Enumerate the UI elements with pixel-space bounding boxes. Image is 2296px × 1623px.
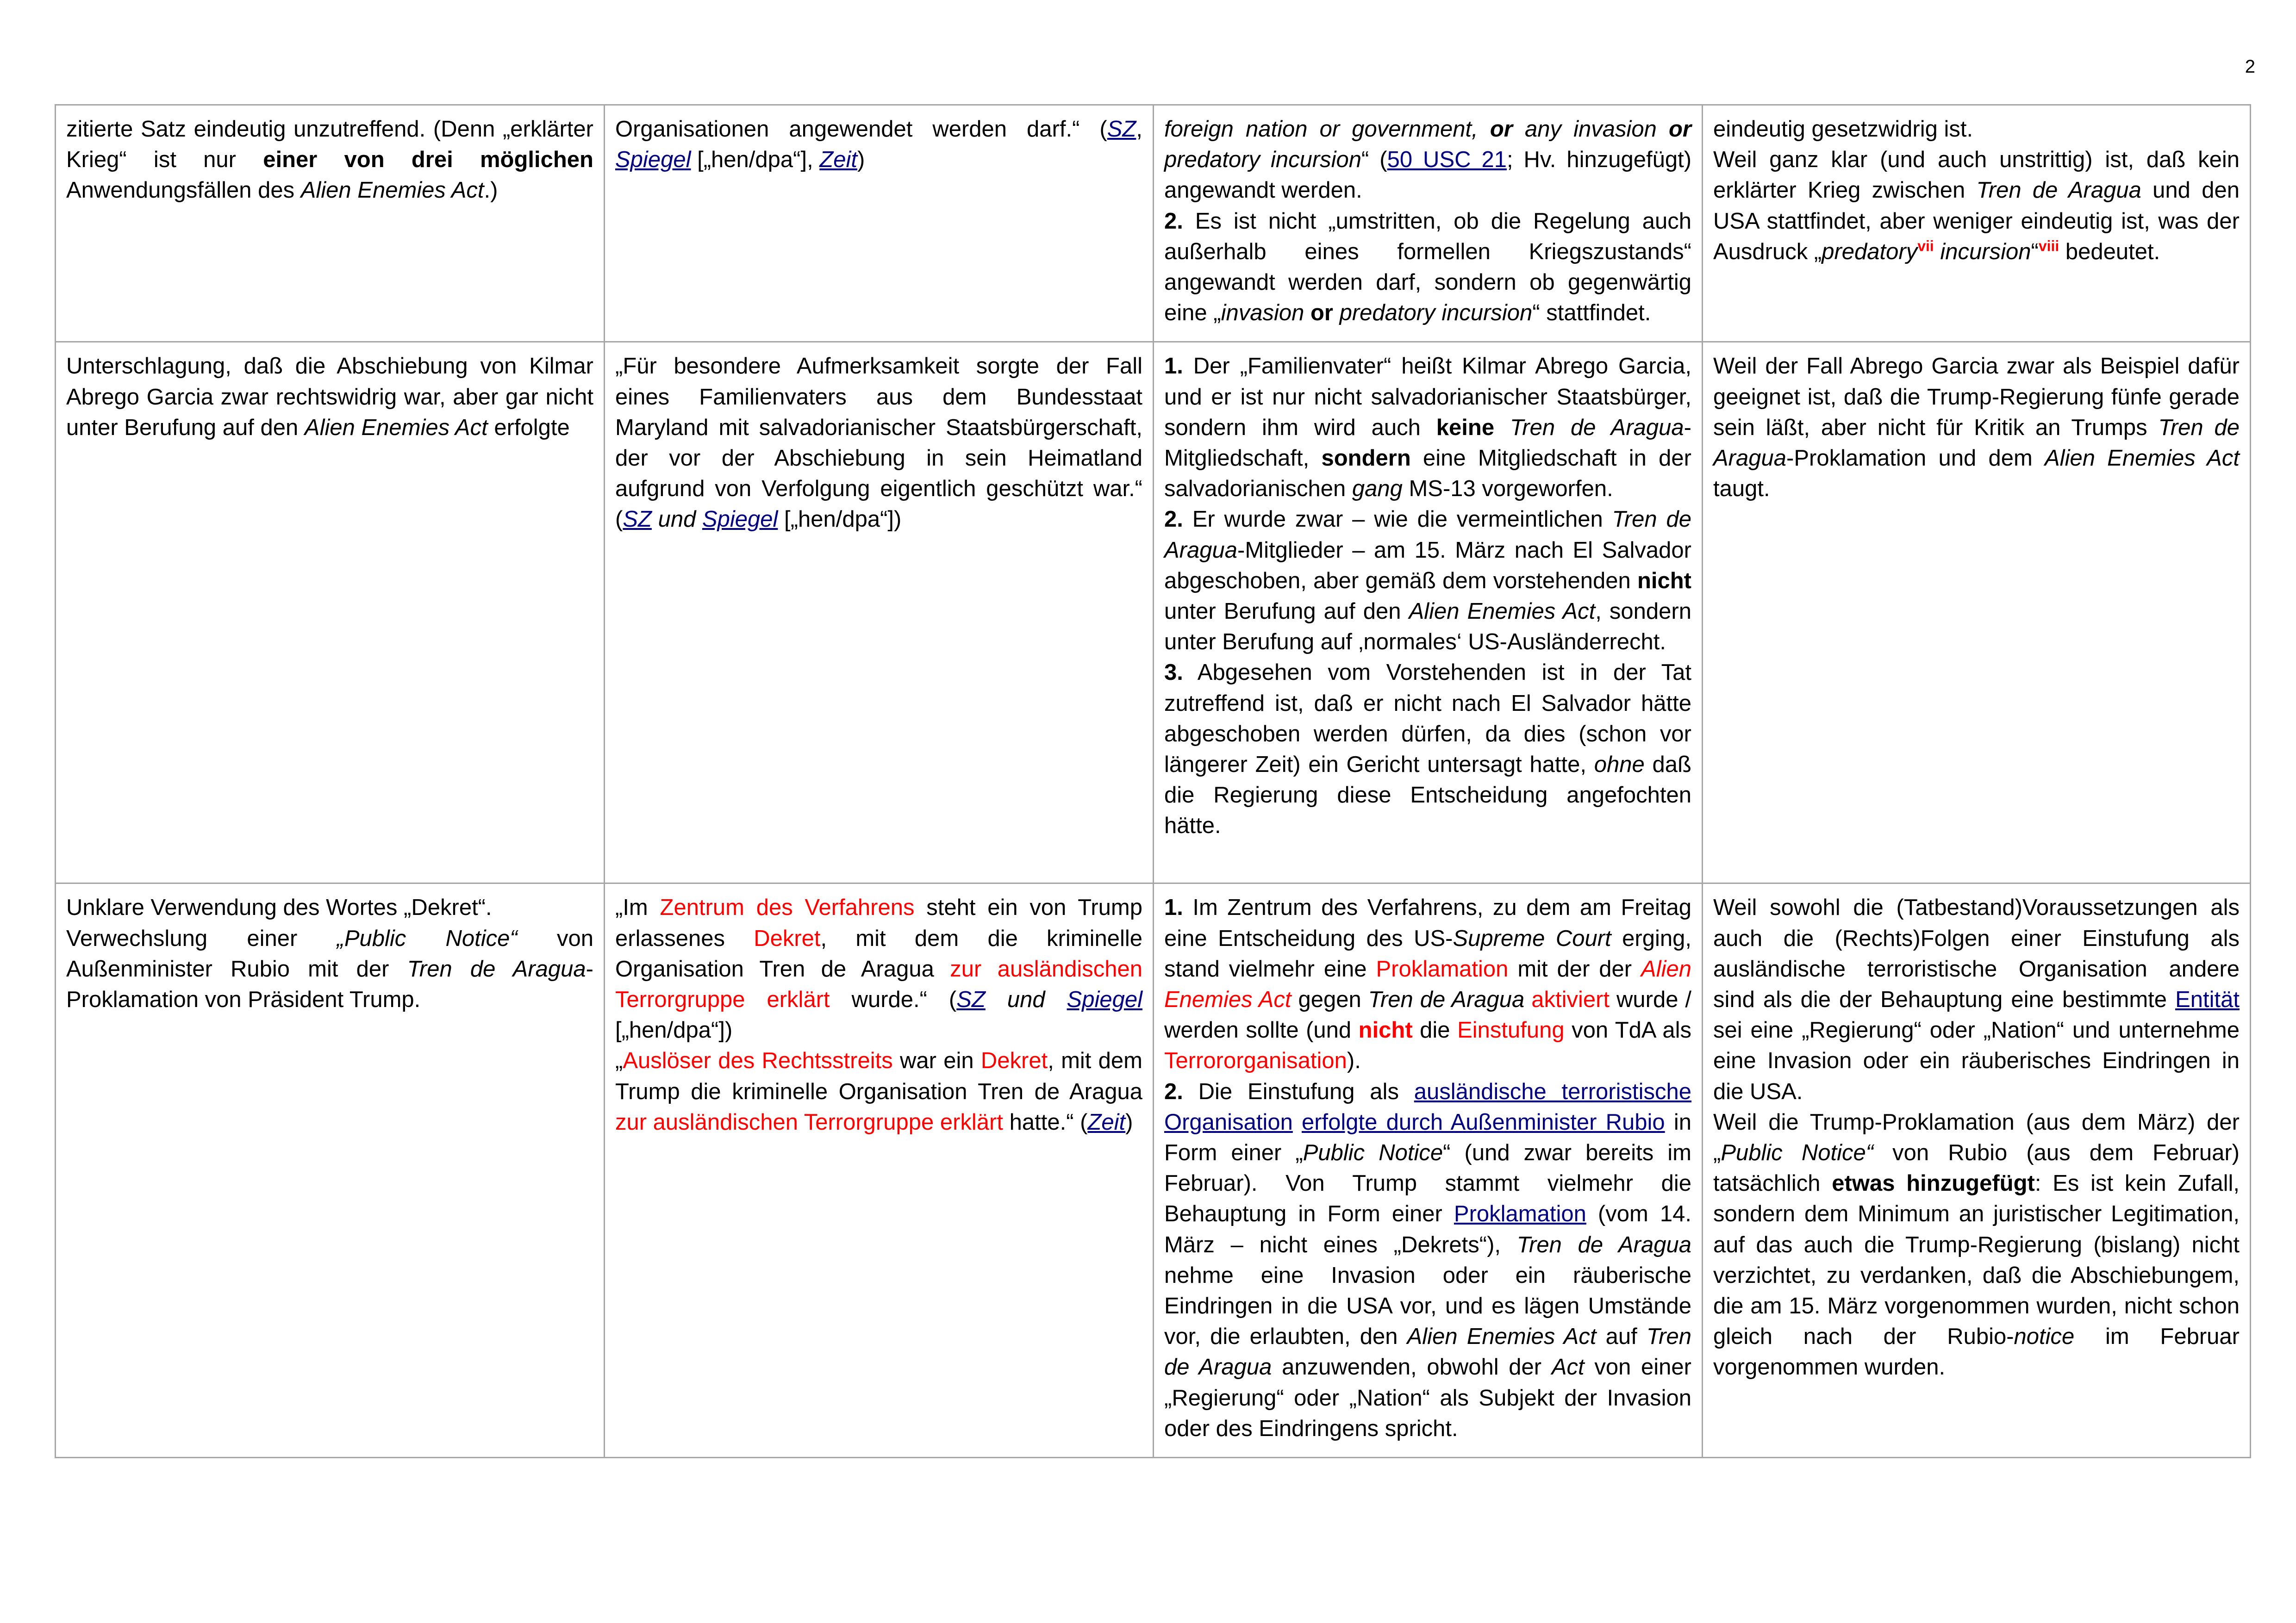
cell-reason [1703,342,2251,883]
text-run: gang [1352,476,1403,502]
cell-reason [1703,105,2251,342]
text-run: “ [2031,239,2039,264]
text-run: or [1490,117,1513,142]
text-run: [„hen/dpa“]) [615,1018,733,1043]
text-run: die [1412,1018,1458,1043]
text-run: “ ( [1361,147,1387,173]
text-run: erfolgte [487,415,570,440]
source-link[interactable]: Zeit [819,147,857,173]
text-run: Tren de Aragua [407,956,586,982]
text-run: Terrororganisation [1164,1048,1347,1074]
text-run: Public Notice“ [1721,1140,1874,1166]
text-run: in Form einer „ [1164,1109,1691,1166]
text-run: 2. [1164,1079,1183,1104]
table-row [56,883,2251,1458]
text-run: Im Zentrum des Verfahrens, zu dem am Freitag eine Entscheidung des US- [1164,895,1691,951]
text-run: gegen [1291,987,1368,1013]
footnote-marker: vii [1917,237,1934,255]
cell-quote [605,342,1154,883]
text-run: Alien Enemies Act [1164,956,1692,1013]
source-link[interactable]: SZ [623,507,652,532]
text-run: , mit dem die kriminelle Organisation Tren de Aragua [615,926,1142,982]
footnote-marker: viii [2038,237,2059,255]
text-run: sei eine „Regierung“ oder „Nation“ und unternehme eine Invasion oder ein räuberisches Eindringen in die USA. [1713,1018,2240,1104]
text-run: und den USA stattfindet, aber weniger eindeutig ist, was der Ausdruck „ [1713,178,2240,264]
source-link[interactable]: SZ [1107,117,1136,142]
text-run: steht ein von Trump erlassenes [615,895,1142,951]
text-run: bedeutet. [2059,239,2160,264]
text-run: foreign nation or government, [1164,117,1490,142]
text-run: Tren de Aragua [1368,987,1525,1013]
text-run: Alien Enemies Act [1409,599,1596,624]
text-run: erging, stand vielmehr eine [1164,926,1691,982]
text-run: Dekret [754,926,821,951]
text-run: [„hen/dpa“], [691,147,820,173]
text-run: unter Berufung auf den [1164,599,1409,624]
text-run: zur ausländischen Terrorgruppe erklärt [615,956,1142,1013]
text-run: Supreme Court [1453,926,1611,951]
text-run: predatory [1822,239,1918,264]
source-link[interactable]: Entität [2175,987,2240,1013]
text-run: .) [484,178,498,203]
text-run: war ein [892,1048,981,1074]
text-run: Weil der Fall Abrego Garcia zwar als Beispiel dafür geeignet ist, daß die Trump-Regierung fünfe gerade sein läßt, aber nicht für Kritik an Trumps [1713,354,2240,440]
text-run: Zentrum des Verfahrens [660,895,915,920]
text-run: Tren de Aragua [1164,507,1691,563]
text-run: Tren de Aragua [1976,178,2141,203]
text-run: „Für besondere Aufmerksamkeit sorgte der Fall eines Familienvaters aus dem Bundesstaat Maryland mit salvadorianischer Staatsbürgerschaft, der vor der Abschiebung in sein Heimatland aufgrund von Verfolgung eigentlich geschützt war.“ ( [615,354,1142,532]
text-run: von Außenminister Rubio mit der [66,926,593,982]
cell-criticism [56,105,605,342]
text-run: : Es ist kein Zufall, sondern dem Minimum an juristischer Legitimation, auf das auch die Trump-Regierung (bislang) nicht verzichtet, zu verdanken, daß die Abschiebungem, die am 15. März vorgenommen wurden, nicht schon gleich nach der Rubio- [1713,1171,2240,1349]
text-run: zur ausländischen Terrorgruppe erklärt [615,1109,1003,1135]
text-run: keine [1436,415,1495,440]
text-run: Weil sowohl die (Tatbestand)Voraussetzungen als auch die (Rechts)Folgen einer Einstufung als ausländische terroristische Organisation andere sind als die der Behauptung eine bestimmte [1713,895,2240,1013]
text-run: Unterschlagung, daß die Abschiebung von Kilmar Abrego Garcia zwar rechtswidrig war, aber gar nicht unter Berufung auf den [66,354,593,440]
text-run: Tren de Aragua [1713,415,2240,471]
text-run: or [1669,117,1691,142]
text-run: -Mitglieder – am 15. März nach El Salvador abgeschoben, aber gemäß dem vorstehenden [1164,537,1691,593]
text-run: Abgesehen vom Vorstehenden ist in der Tat zutreffend ist, daß er nicht nach El Salvador hätte abgeschoben werden dürfen, da dies (schon vor längerer Zeit) ein Gericht untersagt hatte, [1164,660,1691,777]
text-run [1524,987,1531,1012]
text-run: sondern [1321,446,1411,471]
text-run: Dekret [980,1048,1048,1074]
text-run: „Im [615,895,660,920]
text-run: Auslöser des Rechtsstreits [623,1048,893,1074]
text-run: im Februar vorgenommen wurden. [1713,1324,2240,1380]
text-run: eine Mitgliedschaft in der salvadorianischen [1164,446,1691,502]
cell-correction [1154,883,1703,1458]
text-run: auf [1596,1324,1647,1349]
text-run: ). [1347,1048,1361,1074]
text-run: Es ist nicht „umstritten, ob die Regelung auch außerhalb eines formellen Kriegszustands“ angewandt werden darf, sondern ob gegenwärtig eine „ [1164,208,1691,326]
text-run: Public Notice [1303,1140,1443,1166]
text-run: ) [1125,1109,1133,1135]
cell-correction [1154,342,1703,883]
text-run: Einstufung [1457,1018,1565,1043]
text-run: Er wurde zwar – wie die vermeintlichen [1183,507,1612,532]
text-run: von Rubio (aus dem Februar) tatsächlich [1713,1140,2240,1196]
text-run: 1. [1164,354,1183,379]
text-run: “ stattfindet. [1532,300,1651,326]
text-run: und [985,987,1067,1013]
source-link[interactable]: Zeit [1087,1109,1126,1135]
text-run: von einer „Regierung“ oder „Nation“ als Subjekt der Invasion oder des Eindringens spricht. [1164,1355,1691,1441]
text-run: ohne [1594,752,1645,777]
text-run: nicht [1637,568,1691,593]
text-run: nehme eine Invasion oder ein räuberische Eindringen in die USA vor, und es lägen Umstände vor, die erlaubten, den [1164,1262,1691,1349]
text-run: daß die Regierung diese Entscheidung angefochten hätte. [1164,752,1691,839]
text-run: wurde / werden sollte (und [1164,987,1691,1043]
text-run [1293,1110,1302,1135]
comparison-table [55,104,2251,1458]
text-run: predatory incursion [1339,300,1533,326]
text-run: any invasion [1512,117,1669,142]
text-run: von TdA als [1564,1018,1692,1043]
text-run: -Proklamation und dem [1786,446,2045,471]
text-run: invasion [1221,300,1304,326]
text-run: „ [615,1048,623,1074]
page-number: 2 [2245,56,2255,77]
text-run: 2. [1164,208,1183,234]
text-run: Tren de Aragua [1164,1324,1691,1380]
text-run: Alien Enemies Act [1407,1324,1597,1349]
text-run: nicht [1358,1018,1413,1043]
text-run: MS-13 vorgeworfen. [1402,476,1613,502]
text-run: „Public Notice“ [337,926,518,951]
text-run: Tren de Aragua [1510,415,1684,440]
source-link[interactable]: SZ [956,987,986,1013]
text-run: Weil ganz klar (und auch unstrittig) ist, daß kein erklärter Krieg zwischen [1713,147,2240,203]
text-run: ; Hv. hinzugefügt) angewandt werden. [1164,147,1692,203]
text-run: Tren de Aragua [1516,1232,1691,1257]
text-run: mit der der [1508,956,1641,982]
cell-criticism [56,342,605,883]
text-run: eindeutig gesetzwidrig ist. [1713,117,1973,142]
text-run: , mit dem Trump die kriminelle Organisation Tren de Aragua [615,1048,1142,1104]
text-run: zitierte Satz eindeutig unzutreffend. (Denn „erklärter Krieg“ ist nur [66,117,593,173]
text-run: Act [1551,1355,1585,1380]
text-run: notice [2014,1324,2075,1349]
text-run: Alien Enemies Act [300,178,484,203]
text-run: 2. [1164,507,1183,532]
source-link[interactable]: ausländische terroristische Organisation [1164,1079,1692,1135]
source-link[interactable]: 50 USC 21 [1387,147,1507,173]
source-link[interactable]: erfolgte durch Außenminister Rubio [1301,1109,1665,1135]
text-run: anzuwenden, obwohl der [1272,1355,1552,1380]
source-link[interactable]: Spiegel [615,147,691,173]
text-run: or [1304,300,1340,326]
text-run: Alien Enemies Act [304,415,488,440]
text-run [1494,415,1510,440]
text-run: und [651,507,702,532]
text-run: 1. [1164,895,1183,920]
text-run: , sondern unter Berufung auf ‚normales‘ US-Ausländerrecht. [1164,599,1691,655]
text-run: predatory incursion [1164,147,1362,173]
cell-reason [1703,883,2251,1458]
cell-quote [605,105,1154,342]
text-run: “ (und zwar bereits im Februar). Von Trump stammt vielmehr die Behauptung in Form einer [1164,1140,1692,1227]
text-run: (vom 14. März – nicht eines „Dekrets“), [1164,1201,1691,1257]
source-link[interactable]: Proklamation [1454,1201,1586,1227]
text-run: Proklamation [1376,956,1509,982]
text-run: Weil die Trump-Proklamation (aus dem März) der „ [1713,1109,2240,1166]
text-run: Die Einstufung als [1183,1079,1414,1104]
text-run: aktiviert [1531,987,1610,1013]
text-run: -Mitgliedschaft, [1164,415,1691,471]
source-link[interactable]: Spiegel [1067,987,1143,1013]
cell-criticism [56,883,605,1458]
text-run: Unklare Verwendung des Wortes „Dekret“. [66,895,492,920]
text-run: incursion [1934,239,2031,264]
text-run: -Proklamation von Präsident Trump. [66,956,593,1013]
text-run: taugt. [1713,476,1770,502]
cell-correction [1154,105,1703,342]
text-run: hatte.“ ( [1003,1109,1088,1135]
text-run: Organisationen angewendet werden darf.“ ( [615,117,1107,142]
text-run: Alien Enemies Act [2045,446,2240,471]
text-run: Verwechslung einer [66,926,337,951]
text-run: Der „Familienvater“ heißt Kilmar Abrego Garcia, und er ist nur nicht salvadorianischer Staatsbürger, sondern ihm wird auch [1164,354,1691,440]
text-run: Anwendungsfällen des [66,178,301,203]
text-run: , [1136,117,1142,142]
table-row [56,342,2251,883]
text-run: [„hen/dpa“]) [778,507,902,532]
text-run: einer von drei möglichen [263,147,593,173]
text-run: etwas hinzugefügt [1832,1171,2035,1196]
text-run: 3. [1164,660,1183,685]
text-run: wurde.“ ( [830,987,957,1013]
source-link[interactable]: Spiegel [702,507,778,532]
text-run: ) [857,147,865,173]
cell-quote [605,883,1154,1458]
table-row [56,105,2251,342]
